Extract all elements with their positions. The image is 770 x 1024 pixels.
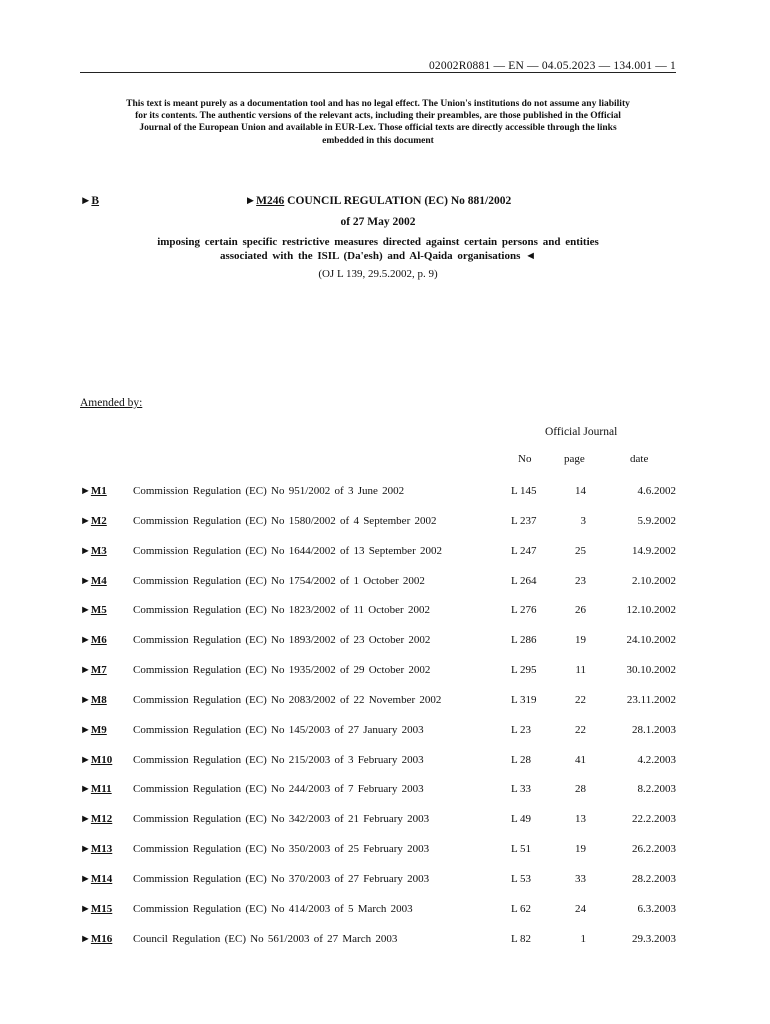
amendment-link[interactable]: M16 [90, 932, 113, 945]
oj-date: 29.3.2003 [632, 932, 676, 945]
oj-page: 28 [575, 783, 586, 796]
oj-page: 13 [575, 813, 586, 826]
base-marker [80, 195, 99, 207]
oj-page: 14 [575, 485, 586, 497]
table-row [80, 804, 676, 834]
amendment-marker [80, 634, 107, 646]
amendment-link[interactable]: M11 [90, 783, 112, 796]
amendment-marker [80, 575, 107, 587]
oj-date: 28.2.2003 [632, 872, 676, 885]
amendment-marker [80, 545, 107, 557]
document-header: 02002R0881 — EN — 04.05.2023 — 134.001 — 1 [428, 60, 676, 72]
oj-number: L 23 [511, 723, 532, 736]
amendment-description: Commission Regulation (EC) No 1823/2002 of 11 October 2002 [133, 604, 430, 617]
title-text: COUNCIL REGULATION (EC) No 881/2002 [287, 195, 512, 207]
oj-reference: (OJ L 139, 29.5.2002, p. 9) [318, 268, 438, 280]
oj-page: 11 [575, 664, 586, 677]
amendment-description: Commission Regulation (EC) No 414/2003 of 5 March 2003 [133, 902, 413, 915]
arrow-marker-icon: ► [80, 932, 91, 945]
oj-date: 12.10.2002 [626, 604, 676, 617]
arrow-marker-icon: ► [80, 723, 91, 736]
subject-line-2 [100, 250, 656, 264]
table-row [80, 774, 676, 804]
arrow-marker-icon: ► [80, 902, 91, 915]
amendment-marker [80, 754, 112, 766]
amendment-link[interactable]: M12 [90, 813, 113, 826]
amendments-table [80, 476, 676, 954]
table-row [80, 595, 676, 625]
oj-number: L 33 [511, 783, 532, 796]
arrow-marker-icon: ► [80, 195, 92, 207]
oj-number: L 51 [511, 843, 532, 856]
amendment-description: Commission Regulation (EC) No 1893/2002 of 23 October 2002 [133, 634, 431, 647]
oj-page: 24 [575, 902, 586, 915]
table-row [80, 894, 676, 924]
regulation-title [80, 195, 676, 207]
arrow-marker-icon: ► [80, 544, 91, 557]
amendment-link[interactable]: M6 [90, 634, 107, 647]
oj-date: 5.9.2002 [637, 514, 676, 527]
oj-number: L 286 [511, 634, 537, 647]
oj-number: L 264 [511, 574, 537, 587]
arrow-marker-icon: ► [80, 634, 91, 647]
table-row [80, 625, 676, 655]
amendment-description: Commission Regulation (EC) No 1935/2002 of 29 October 2002 [133, 664, 431, 677]
disclaimer-line: This text is meant purely as a documentation tool and has no legal effect. The Union's institutions do not assume any liability [126, 99, 630, 109]
amendment-marker [80, 813, 112, 825]
header-divider [80, 72, 676, 73]
amendment-description: Council Regulation (EC) No 561/2003 of 27 March 2003 [133, 932, 398, 945]
amendment-description: Commission Regulation (EC) No 951/2002 of 3 June 2002 [133, 485, 405, 497]
oj-number: L 53 [511, 872, 532, 885]
oj-page: 33 [575, 872, 586, 885]
amendment-link[interactable]: M8 [90, 693, 107, 706]
table-row [80, 715, 676, 745]
table-row [80, 834, 676, 864]
oj-page: 22 [575, 693, 586, 706]
subject-line: associated with the ISIL (Da'esh) and Al-Qaida organisations [220, 249, 521, 262]
arrow-marker-icon: ► [80, 693, 91, 706]
amendment-link[interactable]: M1 [90, 485, 107, 497]
oj-date: 8.2.2003 [637, 783, 676, 796]
amendment-description: Commission Regulation (EC) No 1754/2002 of 1 October 2002 [133, 574, 425, 587]
oj-number: L 319 [511, 693, 537, 706]
arrow-marker-icon: ► [80, 604, 91, 617]
official-journal-heading: Official Journal [545, 426, 618, 438]
table-row [80, 745, 676, 775]
amendment-marker [80, 664, 107, 676]
end-marker-icon: ◄ [525, 249, 536, 262]
amendment-link[interactable]: M14 [90, 872, 113, 885]
amendment-description: Commission Regulation (EC) No 342/2003 of 21 February 2003 [133, 813, 430, 826]
oj-date: 4.2.2003 [637, 753, 676, 766]
amendment-marker [80, 873, 112, 885]
oj-page: 41 [575, 753, 586, 766]
oj-date: 2.10.2002 [632, 574, 676, 587]
amendment-link[interactable]: M2 [90, 514, 107, 527]
oj-date: 24.10.2002 [626, 634, 676, 647]
amendment-link[interactable]: M7 [90, 664, 107, 677]
oj-date: 23.11.2002 [626, 693, 676, 706]
disclaimer-line: for its contents. The authentic versions of the relevant acts, including their preambles, are those published in the Official [135, 111, 621, 122]
column-header-no: No [518, 453, 532, 465]
oj-page: 26 [575, 604, 586, 617]
amendment-link[interactable]: M5 [90, 604, 107, 617]
amendment-marker [80, 903, 112, 915]
oj-date: 30.10.2002 [626, 664, 676, 677]
amendment-marker [80, 694, 107, 706]
table-row [80, 536, 676, 566]
arrow-marker-icon: ► [80, 574, 91, 587]
arrow-marker-icon: ► [80, 783, 91, 796]
oj-page: 19 [575, 843, 586, 856]
arrow-marker-icon: ► [80, 664, 91, 677]
oj-page: 3 [580, 514, 586, 527]
amended-by-label: Amended by: [80, 397, 143, 409]
oj-number: L 28 [511, 753, 532, 766]
oj-number: L 62 [511, 902, 532, 915]
oj-page: 19 [575, 634, 586, 647]
amendment-link[interactable]: M4 [90, 574, 107, 587]
base-act-link[interactable]: B [91, 195, 100, 207]
oj-number: L 82 [511, 932, 532, 945]
amendment-marker [80, 933, 112, 945]
amendment-description: Commission Regulation (EC) No 1644/2002 of 13 September 2002 [133, 544, 442, 557]
arrow-marker-icon: ► [80, 813, 91, 826]
amendment-description: Commission Regulation (EC) No 370/2003 of 27 February 2003 [133, 872, 430, 885]
title-amendment-link[interactable]: M246 [256, 195, 285, 207]
oj-number: L 145 [511, 485, 537, 497]
oj-page: 25 [575, 544, 586, 557]
arrow-marker-icon: ► [244, 195, 257, 207]
amendment-link[interactable]: M15 [90, 902, 113, 915]
amendment-marker [80, 604, 107, 616]
amendment-description: Commission Regulation (EC) No 350/2003 of 25 February 2003 [133, 843, 430, 856]
amendment-marker [80, 485, 107, 497]
oj-date: 6.3.2003 [637, 902, 676, 915]
amendment-marker [80, 783, 112, 795]
subject-line: imposing certain specific restrictive measures directed against certain persons and entities [157, 236, 599, 248]
oj-date: 22.2.2003 [632, 813, 676, 826]
table-row [80, 655, 676, 685]
regulation-date: of 27 May 2002 [340, 216, 416, 228]
table-row [80, 924, 676, 954]
amendment-description: Commission Regulation (EC) No 1580/2002 of 4 September 2002 [133, 514, 437, 527]
oj-page: 23 [575, 574, 586, 587]
disclaimer [80, 98, 676, 147]
table-row [80, 566, 676, 596]
table-row [80, 864, 676, 894]
oj-date: 28.1.2003 [632, 723, 676, 736]
amendment-description: Commission Regulation (EC) No 215/2003 of 3 February 2003 [133, 753, 424, 766]
oj-date: 14.9.2002 [632, 544, 676, 557]
amendment-description: Commission Regulation (EC) No 145/2003 of 27 January 2003 [133, 723, 424, 736]
amendment-marker [80, 843, 112, 855]
amendment-marker [80, 515, 107, 527]
disclaimer-line: embedded in this document [322, 135, 434, 146]
column-header-date: date [630, 453, 649, 465]
oj-page: 22 [575, 723, 586, 736]
oj-number: L 49 [511, 813, 532, 826]
amendment-link[interactable]: M13 [90, 843, 113, 856]
amendment-link[interactable]: M9 [90, 723, 107, 736]
arrow-marker-icon: ► [80, 753, 91, 766]
amendment-marker [80, 724, 107, 736]
amendment-link[interactable]: M3 [90, 544, 107, 557]
amendment-description: Commission Regulation (EC) No 244/2003 of 7 February 2003 [133, 783, 424, 796]
disclaimer-line: Journal of the European Union and available in EUR-Lex. Those official texts are directly accessible through the links [139, 123, 617, 134]
arrow-marker-icon: ► [80, 485, 91, 497]
arrow-marker-icon: ► [80, 872, 91, 885]
arrow-marker-icon: ► [80, 843, 91, 856]
regulation-subject [100, 236, 656, 263]
arrow-marker-icon: ► [80, 514, 91, 527]
table-row [80, 506, 676, 536]
table-row [80, 476, 676, 506]
amendment-link[interactable]: M10 [90, 753, 113, 766]
oj-number: L 237 [511, 514, 537, 527]
oj-date: 26.2.2003 [632, 843, 676, 856]
oj-number: L 295 [511, 664, 537, 677]
oj-number: L 276 [511, 604, 537, 617]
oj-page: 1 [580, 932, 586, 945]
amendment-description: Commission Regulation (EC) No 2083/2002 of 22 November 2002 [133, 693, 442, 706]
oj-number: L 247 [511, 544, 537, 557]
column-header-page: page [564, 453, 585, 465]
oj-date: 4.6.2002 [637, 485, 676, 497]
table-row [80, 685, 676, 715]
